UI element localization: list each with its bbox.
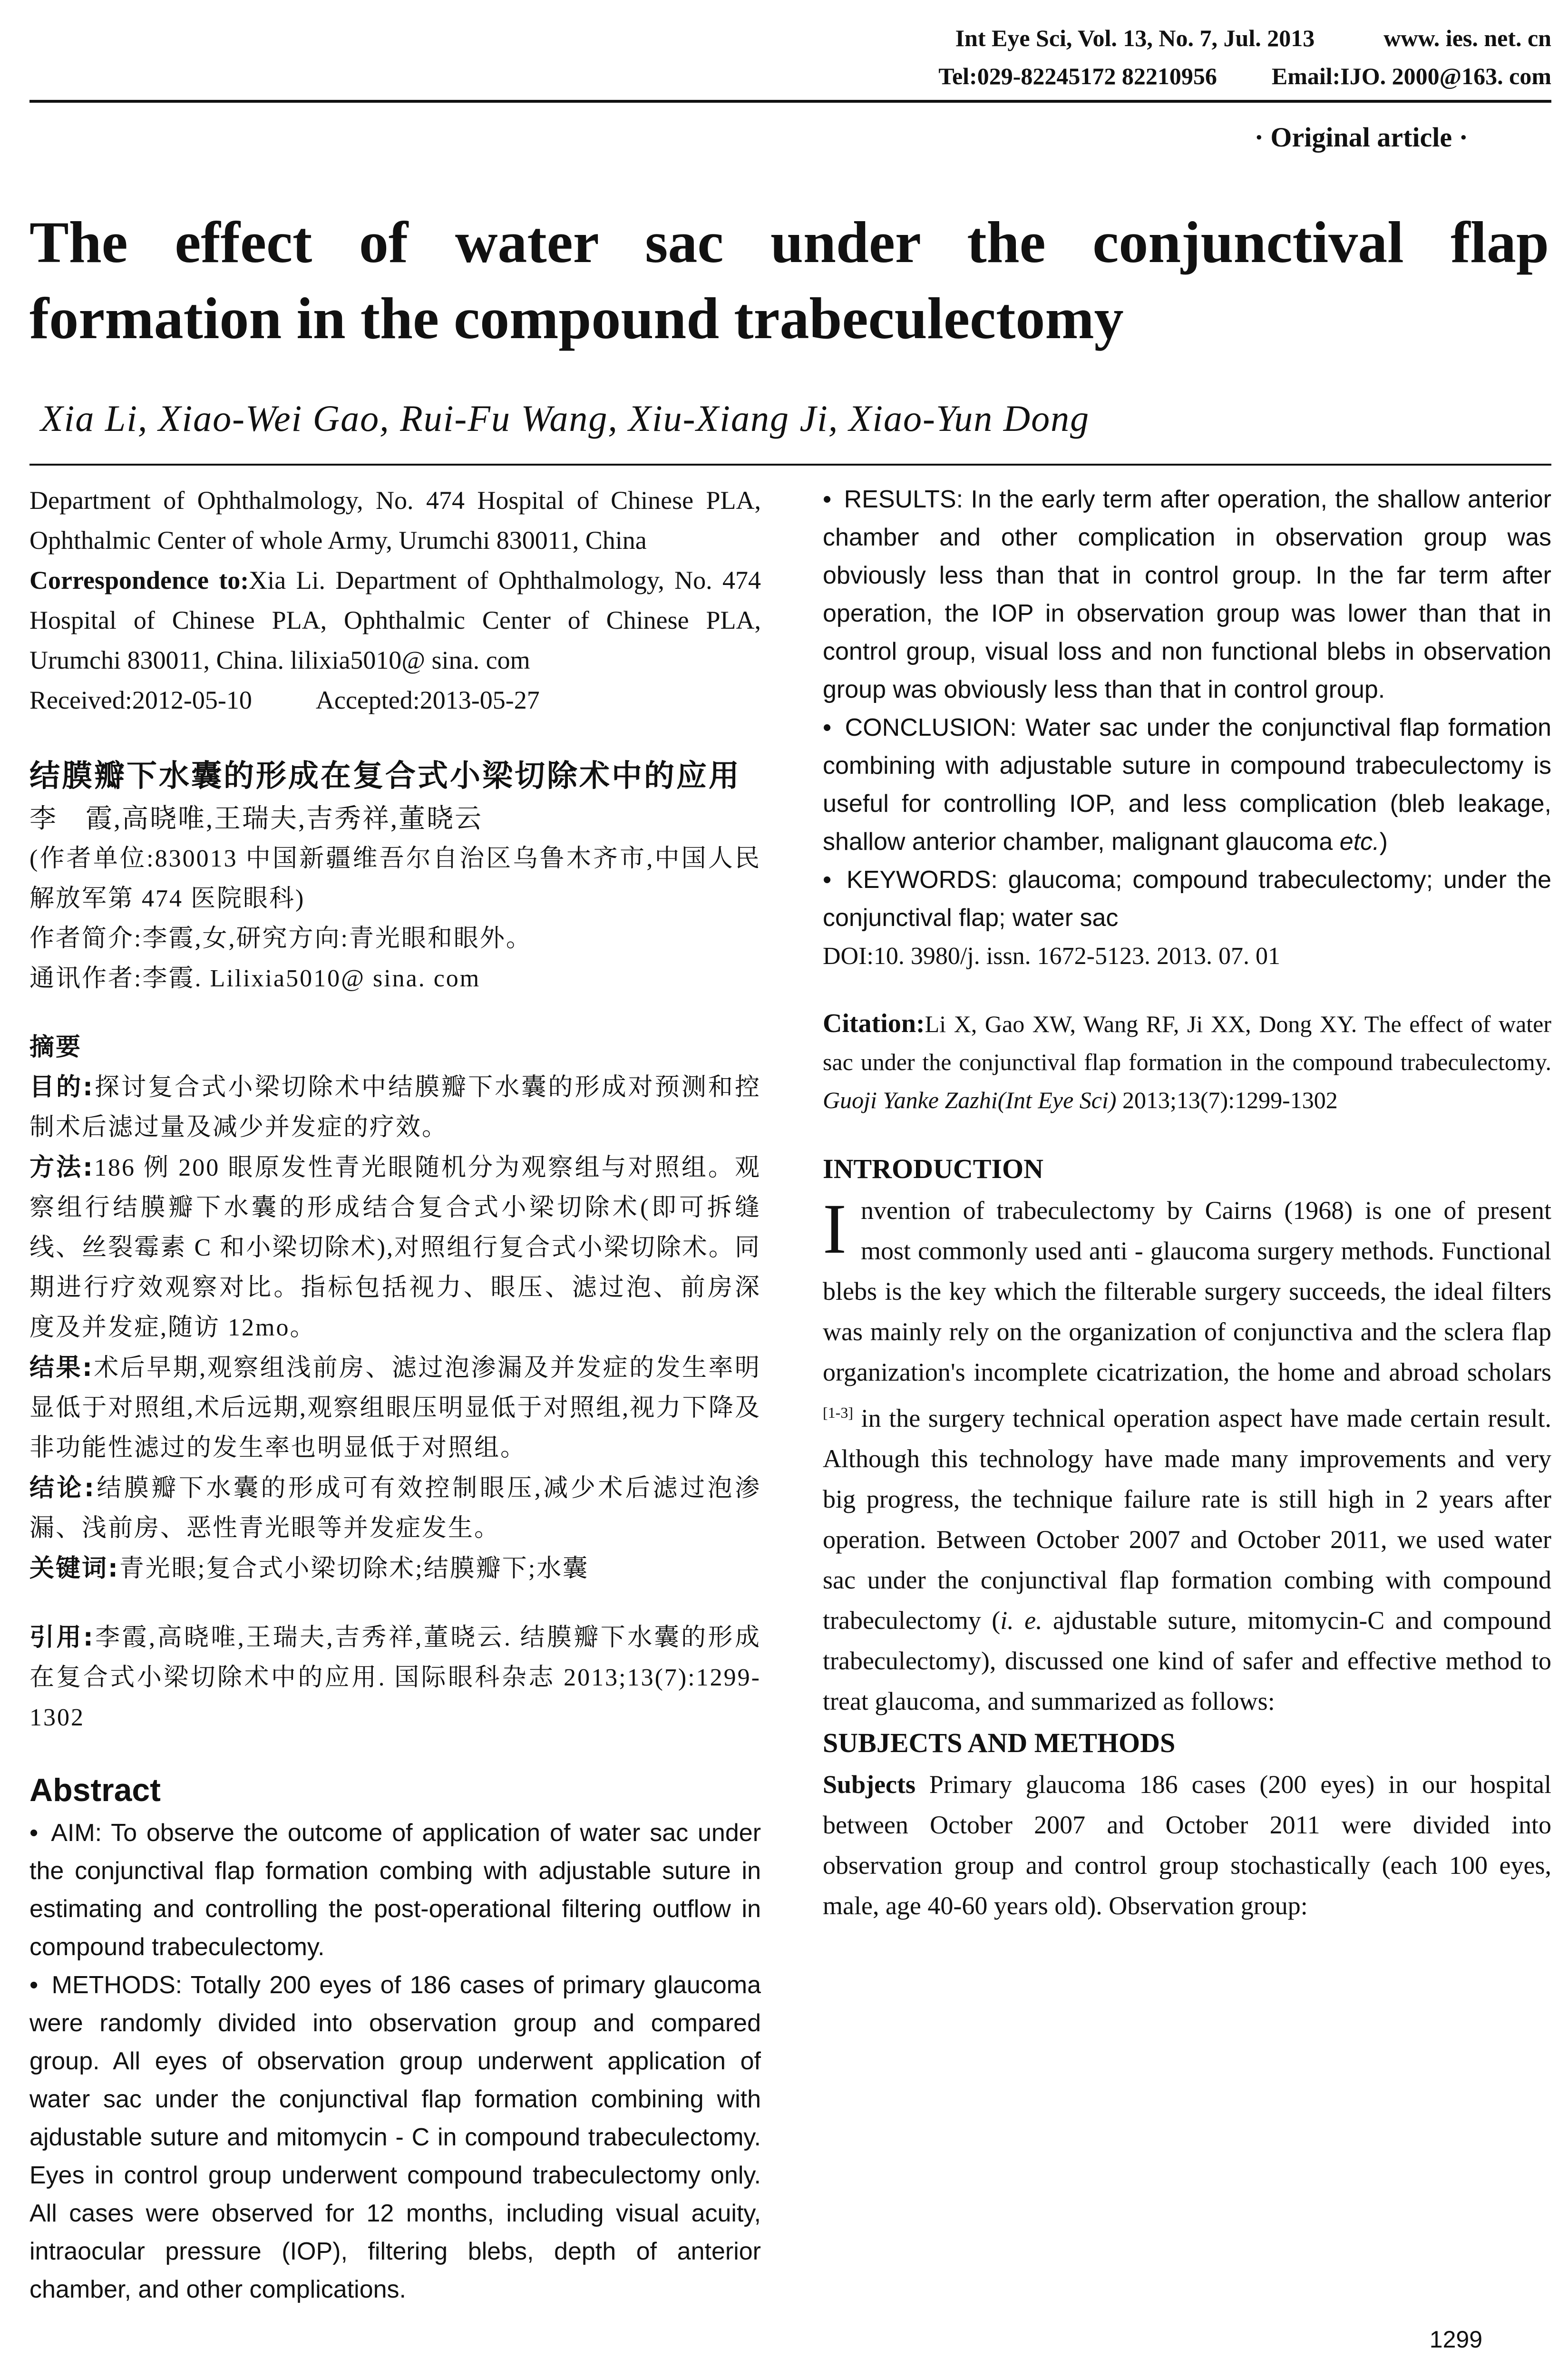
abstract-results-label: RESULTS: [844,486,964,513]
subjects-paragraph [823,1764,1551,1926]
journal-header-line2 [838,57,1551,95]
abstract-conclusion-text-b: ) [1379,828,1388,856]
article-title: The effect of water sac under the conjunctival flap formation in the compound trabeculectomy [29,210,1549,351]
cn-citation-label: 引用: [29,1623,95,1652]
received-date: Received:2012-05-10 [29,686,252,714]
introduction-ref: [1-3] [823,1404,853,1421]
cn-results-text: 术后早期,观察组浅前房、滤过泡渗漏及并发症的发生率明显低于对照组,术后远期,观察组眼压明显低于对照组,视力下降及非功能性滤过的发生率也明显低于对照组。 [29,1354,761,1461]
abstract-aim [29,1814,761,1966]
abstract-methods [29,1966,761,2309]
cn-aim-text: 探讨复合式小梁切除术中结膜瓣下水囊的形成对预测和控制术后滤过量及减少并发症的疗效。 [29,1074,761,1141]
cn-corresponding: 通讯作者:李霞. Lilixia5010@ sina. com [29,965,481,992]
page-number: 1299 [1429,2326,1482,2353]
cn-citation-text: 李霞,高晓唯,王瑞夫,吉秀祥,董晓云. 结膜瓣下水囊的形成在复合式小梁切除术中的应用. 国际眼科杂志 2013;13(7):1299-1302 [29,1624,761,1731]
doi: DOI:10. 3980/j. issn. 1672-5123. 2013. 07. 01 [823,943,1280,970]
left-column [29,480,761,2309]
cn-results [29,1348,761,1468]
dates [29,680,761,720]
abstract-keywords [823,861,1551,937]
introduction-text-b: in the surgery technical operation aspect have made certain result. Although this technology have made many improvements and very big progress, the technique failure rate is still high in 2 years after operation. Between October 2007 and October 2011, we used water sac under the conjunctival flap formation combing with compound trabeculectomy ( [823,1404,1551,1635]
cn-conclusion [29,1468,761,1549]
journal-header-line1 [838,19,1551,57]
article-type: · Original article · [1254,122,1468,153]
cn-abstract-heading: 摘要 [29,1033,82,1062]
cn-profile: 作者简介:李霞,女,研究方向:青光眼和眼外。 [29,925,532,952]
cn-keywords-label: 关键词: [29,1554,119,1583]
abstract-heading: Abstract [29,1772,161,1808]
journal-website: www. ies. net. cn [1383,25,1551,51]
subjects-text: Primary glaucoma 186 cases (200 eyes) in our hospital between October 2007 and October 2011 were divided into observation group and control group stochastically (each 100 eyes, male, age 40-60 years old). Observation group: [823,1770,1551,1920]
cn-keywords [29,1549,761,1589]
abstract-results [823,480,1551,709]
journal-tel: Tel:029-82245172 82210956 [938,63,1217,89]
abstract-methods-text: Totally 200 eyes of 186 cases of primary glaucoma were randomly divided into observation group and compared group. All eyes of observation group underwent application of water sac under the conjunctival flap formation combining with ajdustable suture and mitomycin - C in compound trabeculectomy. Eyes in control group underwent compound trabeculectomy only. All cases were observed for 12 months, including visual acuity, intraocular pressure (IOP), filtering blebs, depth of anterior chamber, and other complications. [29,1971,761,2303]
introduction-ie: i. e. [1000,1606,1042,1635]
correspondence-text: Xia Li. Department of Ophthalmology, No. 474 Hospital of Chinese PLA, Ophthalmic Center of Chinese PLA, Urumchi 830011, China. lilixia5010@ sina. com [29,566,761,674]
abstract-conclusion-etc: etc. [1339,828,1380,856]
abstract-aim-label: AIM: [51,1819,102,1847]
cn-methods-label: 方法: [29,1153,94,1182]
cn-methods-text: 186 例 200 眼原发性青光眼随机分为观察组与对照组。观察组行结膜瓣下水囊的形成结合复合式小梁切除术(即可拆缝线、丝裂霉素 C 和小梁切除术),对照组行复合式小梁切除术。同期进行疗效观察对比。指标包括视力、眼压、滤过泡、前房深度及并发症,随访 12mo。 [29,1154,761,1341]
affiliation: Department of Ophthalmology, No. 474 Hospital of Chinese PLA, Ophthalmic Center of whole Army, Urumchi 830011, China [29,486,761,555]
introduction-heading: INTRODUCTION [823,1153,1044,1184]
accepted-date: Accepted:2013-05-27 [315,686,540,714]
right-column [823,480,1551,1926]
introduction-text [823,1190,1551,1722]
correspondence [29,560,761,680]
cn-title: 结膜瓣下水囊的形成在复合式小梁切除术中的应用 [29,759,741,794]
citation-text-b: 2013;13(7):1299-1302 [1116,1087,1338,1113]
citation-journal: Guoji Yanke Zazhi(Int Eye Sci) [823,1087,1117,1113]
abstract-methods-label: METHODS: [51,1971,183,1999]
introduction-text-a: nvention of trabeculectomy by Cairns (1968) is one of present most commonly used anti - glaucoma surgery methods. Functional blebs is the key which the filterable surgery succeeds, the ideal filters was mainly rely on the organization of conjunctiva and the sclera flap organization's incomplete cicatrization, the home and abroad scholars [823,1196,1551,1386]
citation-text-a: Li X, Gao XW, Wang RF, Ji XX, Dong XY. The effect of water sac under the conjunctival flap formation in the compound trabeculectomy. [823,1011,1551,1075]
cn-aim-label: 目的: [29,1073,94,1101]
abstract-conclusion [823,709,1551,861]
journal-citation: Int Eye Sci, Vol. 13, No. 7, Jul. 2013 [955,25,1315,51]
introduction-text-c: ajdustable suture, mitomycin-C and compound trabeculectomy), discussed one kind of safer and effective method to treat glaucoma, and summarized as follows: [823,1606,1551,1715]
journal-email: Email:IJO. 2000@163. com [1271,63,1551,89]
abstract-keywords-text: glaucoma; compound trabeculectomy; under the conjunctival flap; water sac [823,866,1551,932]
cn-conclusion-label: 结论: [29,1474,96,1502]
methods-heading: SUBJECTS AND METHODS [823,1727,1176,1758]
journal-header [838,19,1551,95]
cn-citation [29,1617,761,1738]
abstract-conclusion-text-a: Water sac under the conjunctival flap formation combining with adjustable suture in compound trabeculectomy is useful for controlling IOP, and less complication (bleb leakage, shallow anterior chamber, malignant glaucoma [823,714,1551,856]
title-divider [29,464,1551,466]
author-list: Xia Li, Xiao-Wei Gao, Rui-Fu Wang, Xiu-Xiang Ji, Xiao-Yun Dong [40,398,1090,439]
header-divider [29,100,1551,103]
abstract-conclusion-label: CONCLUSION: [845,714,1017,741]
abstract-results-text: In the early term after operation, the shallow anterior chamber and other complication in observation group was obviously less than that in control group. In the far term after operation, the IOP in observation group was lower than that in control group, visual loss and non functional blebs in observation group was obviously less than that in control group. [823,486,1552,703]
subjects-label: Subjects [823,1770,916,1799]
introduction-dropcap: I [823,1189,847,1268]
cn-authors: 李 霞,高晓唯,王瑞夫,吉秀祥,董晓云 [29,804,483,834]
cn-methods [29,1148,761,1348]
correspondence-label: Correspondence to: [29,566,249,594]
cn-unit: (作者单位:830013 中国新疆维吾尔自治区乌鲁木齐市,中国人民解放军第 474 医院眼科) [29,845,761,912]
abstract-keywords-label: KEYWORDS: [847,866,998,894]
cn-conclusion-text: 结膜瓣下水囊的形成可有效控制眼压,减少术后滤过泡渗漏、浅前房、恶性青光眼等并发症发生。 [29,1475,761,1542]
cn-keywords-text: 青光眼;复合式小梁切除术;结膜瓣下;水囊 [119,1555,589,1582]
cn-results-label: 结果: [29,1354,94,1382]
cn-aim [29,1067,761,1148]
citation [823,1004,1551,1119]
citation-label: Citation: [823,1009,925,1038]
abstract-aim-text: To observe the outcome of application of water sac under the conjunctival flap formation combing with adjustable suture in estimating and controlling the post-operational filtering outflow in compound trabeculectomy. [29,1819,761,1961]
